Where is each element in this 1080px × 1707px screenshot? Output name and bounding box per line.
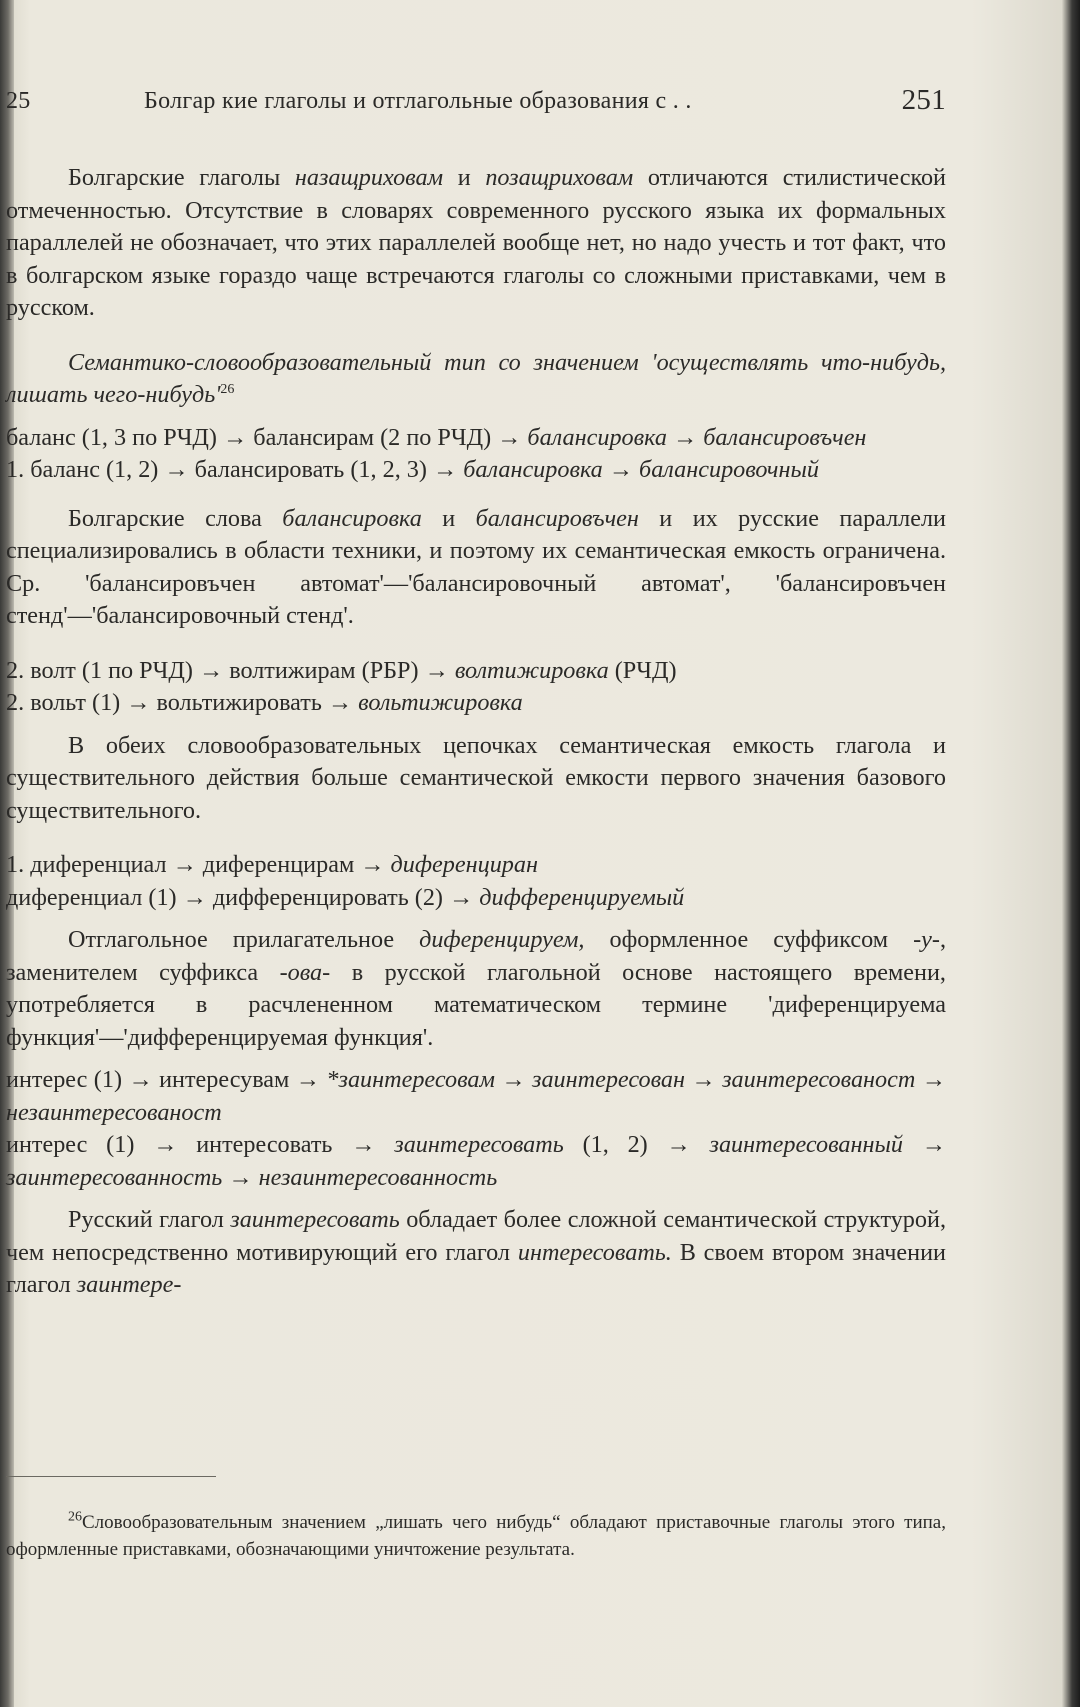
derivation-chain-7: интерес (1) → интересувам → *заинтересовам → заинтересован → заинтересованост → незаинтересованост (6, 1066, 946, 1126)
running-title: Болгар кие глаголы и отглагольные образования с . . (144, 88, 692, 114)
derivation-chain-6: диференциал (1) → дифференцировать (2) → дифференцируемый (6, 883, 685, 911)
type-heading: Семантико-словообразовательный тип со значением 'осуществлять что-нибудь, лишать чего-$нибудь'^{26}$ (6, 348, 946, 408)
footnote-divider (6, 1476, 216, 1477)
header-left-number: 25 (6, 88, 31, 114)
paragraph-3: В обеих словообразовательных цепочках семантическая емкость глагола и существительного действия больше семантической емкости первого значения базового существительного. (6, 731, 946, 824)
derivation-chain-5: 1. диференциал → диференцирам → диференциран (6, 851, 538, 878)
paragraph-5: Русский глагол заинтересовать обладает более сложной семантической структурой, чем непосредственно мотивирующий его глагол интересовать. В своем втором значении глагол заинтере- (6, 1206, 946, 1298)
derivation-chain-1: баланс (1, 3 по РЧД) → балансирам (2 по РЧД) → балансировка → балансировъчен (6, 423, 867, 451)
derivation-chain-3: 2. волт (1 по РЧД) → волтижирам (РБР) → волтижировка (РЧД) (6, 656, 677, 684)
derivation-chain-4: 2. вольт (1) → вольтижировать → вольтижировка (6, 689, 523, 716)
paragraph-2: Болгарские слова балансировка и балансировъчен и их русские параллели специализировались в области техники, и поэтому их семантическая емкость ограничена. Ср. 'балансировъчен автомат'—'балансировочный автомат', 'балансировъчен стенд'—'балансировочный стенд'. (6, 504, 946, 629)
page-number: 251 (901, 84, 946, 116)
running-header (6, 84, 946, 128)
footnote-number: 26 (68, 1509, 82, 1525)
paragraph-1: Болгарские глаголы назащриховам и позащриховам отличаются стилистической отмеченностью. Отсутствие в словарях современного русского языка их формальных параллелей не обозначает, что этих параллелей вообще нет, но надо учесть и тот факт, что в болгарском языке гораздо чаще встречаются глаголы со сложными приставками, чем в русском. (6, 164, 947, 321)
footnote (6, 1491, 946, 1582)
page-edge-shadow (1062, 0, 1080, 1707)
paragraph-4: Отглагольное прилагательное диференцируем, оформленное суффиксом -у-, заменителем суффикса -ова- в русской глагольной основе настоящего времени, употребляется в расчлененном математическом термине 'диференцируема функция'—'дифференцируемая функция'. (6, 926, 946, 1051)
footnote-text: Словообразовательным значением „лишать чего нибудь“ обладают приставочные глаголы этого типа, оформленные приставками, обозначающими уничтожение результата. (6, 1512, 946, 1560)
footnote-ref: 26 (220, 381, 235, 397)
derivation-chain-8: интерес (1) → интересовать → заинтересовать (1, 2) → заинтересованный → заинтересованность → незаинтересованность (6, 1131, 946, 1191)
derivation-chain-2: 1. баланс (1, 2) → балансировать (1, 2, 3) → балансировка → балансировочный (6, 456, 819, 483)
main-text (6, 162, 946, 1302)
